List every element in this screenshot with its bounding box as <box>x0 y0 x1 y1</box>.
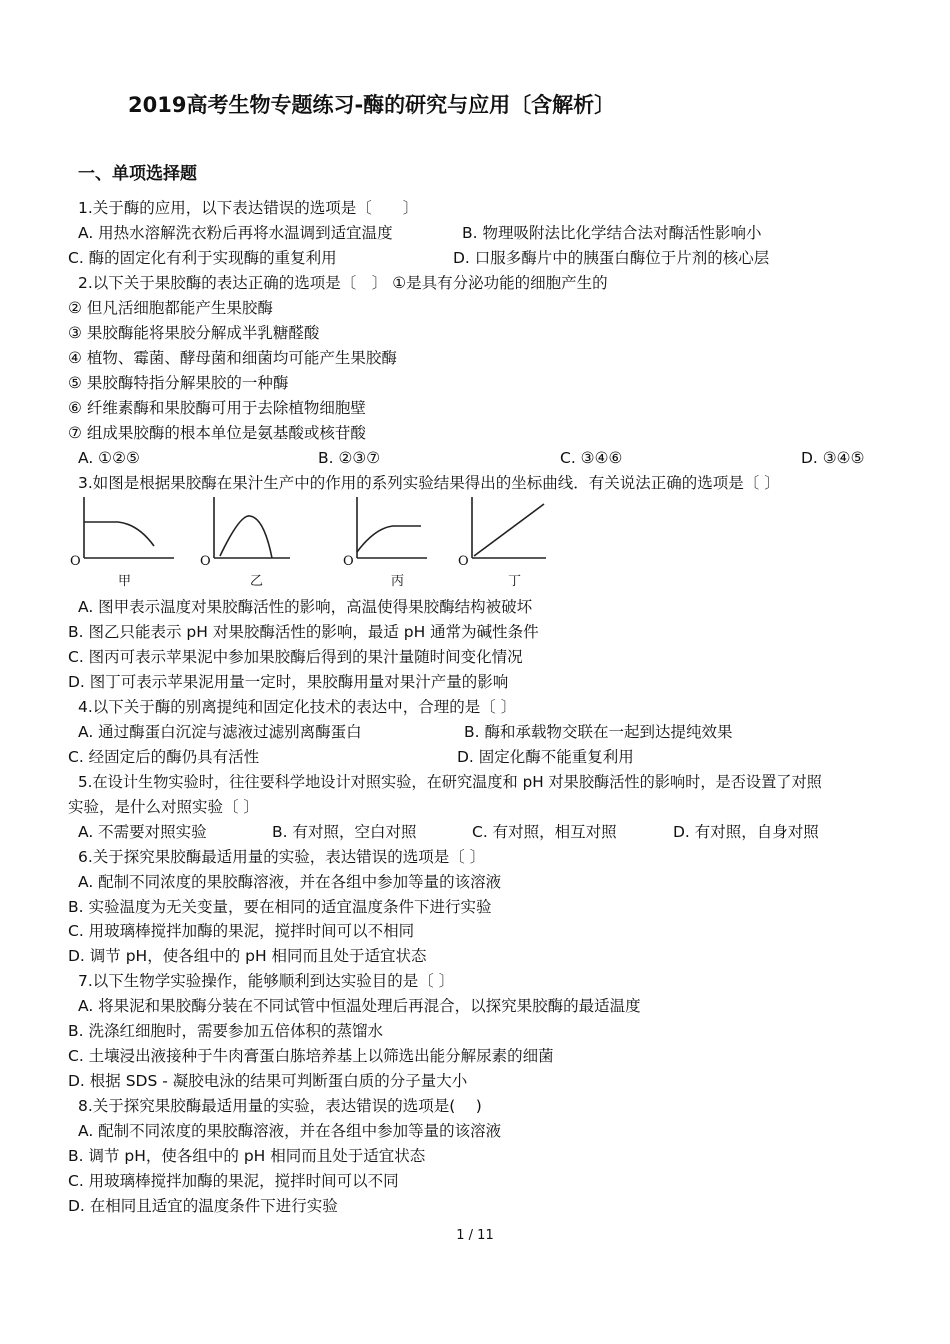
question-7-option-a: A. 将果泥和果胶酶分装在不同试管中恒温处理后再混合，以探究果胶酶的最适温度 <box>78 997 641 1015</box>
question-2-option-c: C. ③④⑥ <box>560 449 623 467</box>
question-7-option-c: C. 土壤浸出液接种于牛肉膏蛋白胨培养基上以筛选出能分解尿素的细菌 <box>68 1047 554 1065</box>
question-5-option-b: B. 有对照，空白对照 <box>272 823 417 841</box>
question-6-option-a: A. 配制不同浓度的果胶酶溶液，并在各组中参加等量的该溶液 <box>78 873 502 891</box>
question-6-stem: 6.关于探究果胶酶最适用量的实验，表达错误的选项是〔 〕 <box>78 848 486 866</box>
question-2-statement: ⑤ 果胶酶特指分解果胶的一种酶 <box>68 374 289 392</box>
question-2-statement: ⑥ 纤维素酶和果胶酶可用于去除植物细胞壁 <box>68 399 366 417</box>
question-1-option-c: C. 酶的固定化有利于实现酶的重复利用 <box>68 249 337 267</box>
question-3-option-a: A. 图甲表示温度对果胶酶活性的影响，高温使得果胶酶结构被破坏 <box>78 598 533 616</box>
graph-origin-label: O <box>458 554 469 569</box>
section-heading: 一、单项选择题 <box>78 164 197 184</box>
page-number: 1 / 11 <box>456 1228 494 1243</box>
question-2-option-a: A. ①②⑤ <box>78 449 140 467</box>
graph-jia <box>68 492 178 588</box>
page-title: 2019高考生物专题练习-酶的研究与应用〔含解析〕 <box>128 93 616 117</box>
question-2-statement: ② 但凡活细胞都能产生果胶酶 <box>68 299 273 317</box>
question-7-option-d: D. 根据 SDS - 凝胶电泳的结果可判断蛋白质的分子量大小 <box>68 1072 468 1090</box>
question-8-option-a: A. 配制不同浓度的果胶酶溶液，并在各组中参加等量的该溶液 <box>78 1122 502 1140</box>
question-8-option-d: D. 在相同且适宜的温度条件下进行实验 <box>68 1197 338 1215</box>
question-2-stem: 2.以下关于果胶酶的表达正确的选项是〔 〕 ①是具有分泌功能的细胞产生的 <box>78 274 608 292</box>
question-5-option-d: D. 有对照，自身对照 <box>673 823 819 841</box>
question-4-option-a: A. 通过酶蛋白沉淀与滤液过滤别离酶蛋白 <box>78 723 362 741</box>
question-2-statement: ⑦ 组成果胶酶的根本单位是氨基酸或核苷酸 <box>68 424 366 442</box>
question-6-option-d: D. 调节 pH，使各组中的 pH 相同而且处于适宜状态 <box>68 947 427 965</box>
graph-origin-label: O <box>70 554 81 569</box>
graph-bing <box>341 492 451 588</box>
question-4-option-b: B. 酶和承载物交联在一起到达提纯效果 <box>464 723 733 741</box>
question-2-statement: ③ 果胶酶能将果胶分解成半乳糖醛酸 <box>68 324 320 342</box>
question-1-option-d: D. 口服多酶片中的胰蛋白酶位于片剂的核心层 <box>453 249 770 267</box>
question-3-option-c: C. 图丙可表示苹果泥中参加果胶酶后得到的果汁量随时间变化情况 <box>68 648 523 666</box>
question-1-option-a: A. 用热水溶解洗衣粉后再将水温调到适宜温度 <box>78 224 393 242</box>
question-3-option-d: D. 图丁可表示苹果泥用量一定时，果胶酶用量对果汁产量的影响 <box>68 673 509 691</box>
graph-origin-label: O <box>200 554 211 569</box>
question-8-option-b: B. 调节 pH，使各组中的 pH 相同而且处于适宜状态 <box>68 1147 426 1165</box>
graph-label: 丙 <box>391 574 405 589</box>
question-8-stem: 8.关于探究果胶酶最适用量的实验，表达错误的选项是( ) <box>78 1097 482 1115</box>
question-5-option-c: C. 有对照，相互对照 <box>472 823 617 841</box>
question-5-option-a: A. 不需要对照实验 <box>78 823 207 841</box>
question-4-option-d: D. 固定化酶不能重复利用 <box>457 748 634 766</box>
question-5-stem: 5.在设计生物实验时，往往要科学地设计对照实验，在研究温度和 pH 对果胶酶活性的影响时，是否设置了对照 <box>78 773 822 791</box>
graph-label: 丁 <box>508 574 522 589</box>
graph-ding <box>456 492 566 588</box>
question-6-option-b: B. 实验温度为无关变量，要在相同的适宜温度条件下进行实验 <box>68 898 492 916</box>
graph-yi <box>198 492 308 588</box>
question-6-option-c: C. 用玻璃棒搅拌加酶的果泥，搅拌时间可以不相同 <box>68 922 415 940</box>
question-7-stem: 7.以下生物学实验操作，能够顺利到达实验目的是〔 〕 <box>78 972 455 990</box>
question-1-option-b: B. 物理吸附法比化学结合法对酶活性影响小 <box>462 224 762 242</box>
question-2-statement: ④ 植物、霉菌、酵母菌和细菌均可能产生果胶酶 <box>68 349 397 367</box>
graph-label: 甲 <box>118 574 132 589</box>
graph-label: 乙 <box>250 574 264 589</box>
question-4-stem: 4.以下关于酶的别离提纯和固定化技术的表达中，合理的是〔 〕 <box>78 698 517 716</box>
question-2-option-d: D. ③④⑤ <box>801 449 865 467</box>
question-3-stem: 3.如图是根据果胶酶在果汁生产中的作用的系列实验结果得出的坐标曲线．有关说法正确的选项是〔 〕 <box>78 474 780 492</box>
question-8-option-c: C. 用玻璃棒搅拌加酶的果泥，搅拌时间可以不同 <box>68 1172 399 1190</box>
graph-origin-label: O <box>343 554 354 569</box>
question-5-stem-continued: 实验，是什么对照实验〔 〕 <box>68 798 259 816</box>
question-1-stem: 1.关于酶的应用，以下表达错误的选项是〔 〕 <box>78 199 419 217</box>
question-7-option-b: B. 洗涤红细胞时，需要参加五倍体积的蒸馏水 <box>68 1022 383 1040</box>
question-3-option-b: B. 图乙只能表示 pH 对果胶酶活性的影响，最适 pH 通常为碱性条件 <box>68 623 539 641</box>
question-2-option-b: B. ②③⑦ <box>318 449 381 467</box>
question-4-option-c: C. 经固定后的酶仍具有活性 <box>68 748 260 766</box>
